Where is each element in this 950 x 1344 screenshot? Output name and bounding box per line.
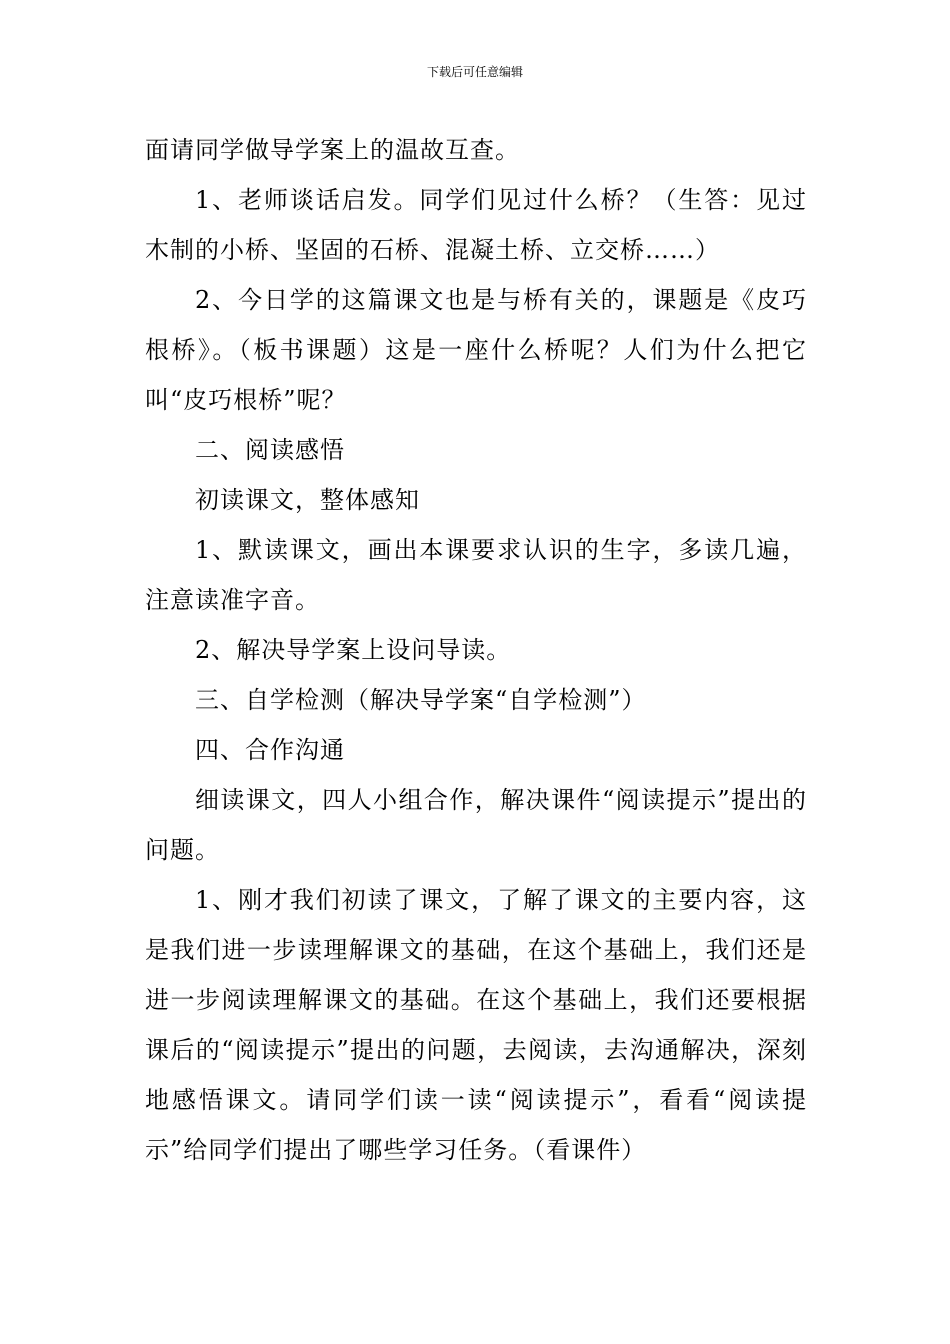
paragraph-item-1-teacher-talk: 1、老师谈话启发。同学们见过什么桥？（生答：见过木制的小桥、坚固的石桥、混凝土桥、立交桥……）: [145, 186, 807, 264]
section-heading-cooperation: 四、合作沟通: [195, 736, 345, 764]
section-heading-reading: 二、阅读感悟: [195, 436, 345, 464]
page-header: 下载后可任意编辑: [426, 65, 523, 79]
paragraph-item-2-guide: 2、解决导学案上设问导读。: [195, 636, 512, 664]
paragraph-item-1-deep-reading: 1、刚才我们初读了课文，了解了课文的主要内容，这是我们进一步读理解课文的基础，在这个基础上，我们还是进一步阅读理解课文的基础。在这个基础上，我们还要根据课后的“阅读提示”提出的问题，去阅读，去沟通解决，深刻地感悟课文。请同学们读一读“阅读提示”，看看“阅读提示”给同学们提出了哪些学习任务。（看课件）: [145, 886, 807, 1164]
paragraph-continuation: 面请同学做导学案上的温故互查。: [145, 136, 520, 164]
document-body: [145, 125, 807, 1175]
paragraph-item-1-silent-reading: 1、默读课文，画出本课要求认识的生字，多读几遍，注意读准字音。: [145, 536, 807, 614]
section-heading-self-check: 三、自学检测（解决导学案“自学检测”）: [195, 686, 647, 714]
paragraph-item-2-lesson-title: 2、今日学的这篇课文也是与桥有关的，课题是《皮巧根桥》。（板书课题）这是一座什么桥呢？人们为什么把它叫“皮巧根桥”呢？: [145, 286, 807, 414]
paragraph-group-work: 细读课文，四人小组合作，解决课件“阅读提示”提出的问题。: [145, 786, 807, 864]
subheading-first-reading: 初读课文，整体感知: [195, 486, 420, 514]
